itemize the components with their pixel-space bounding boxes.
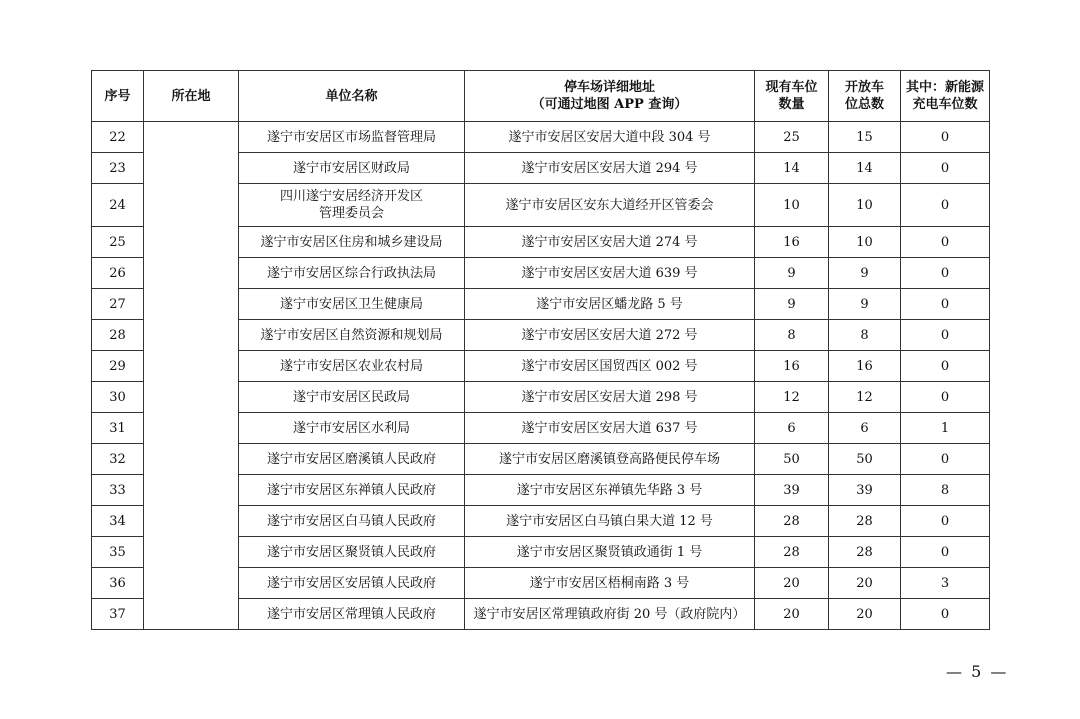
cell-address: 遂宁市安居区常理镇政府街 20 号（政府院内） xyxy=(465,599,755,630)
cell-unit-name-line1: 遂宁市安居区农业农村局 xyxy=(279,358,423,374)
cell-index: 23 xyxy=(92,153,144,184)
cell-open: 14 xyxy=(829,153,901,184)
header-index: 序号 xyxy=(92,71,144,122)
cell-unit-name xyxy=(239,122,465,153)
cell-ev: 0 xyxy=(901,320,990,351)
cell-open: 50 xyxy=(829,444,901,475)
cell-ev: 3 xyxy=(901,568,990,599)
cell-unit-name-line1: 遂宁市安居区安居镇人民政府 xyxy=(266,575,436,591)
cell-index: 31 xyxy=(92,413,144,444)
cell-unit-name xyxy=(239,537,465,568)
cell-unit-name xyxy=(239,599,465,630)
cell-open: 9 xyxy=(829,289,901,320)
cell-spaces: 28 xyxy=(755,506,829,537)
header-spaces xyxy=(755,71,829,122)
header-address-line1: 停车场详细地址 xyxy=(563,80,655,95)
cell-unit-name-line1: 遂宁市安居区住房和城乡建设局 xyxy=(260,234,443,250)
header-open xyxy=(829,71,901,122)
cell-unit-name xyxy=(239,351,465,382)
cell-spaces: 16 xyxy=(755,351,829,382)
cell-address: 遂宁市安居区白马镇白果大道 12 号 xyxy=(465,506,755,537)
table-row xyxy=(92,122,990,153)
cell-spaces: 14 xyxy=(755,153,829,184)
cell-ev: 0 xyxy=(901,506,990,537)
cell-index: 33 xyxy=(92,475,144,506)
cell-index: 34 xyxy=(92,506,144,537)
cell-unit-name xyxy=(239,289,465,320)
cell-ev: 0 xyxy=(901,289,990,320)
cell-address: 遂宁市安居区安居大道 639 号 xyxy=(465,258,755,289)
table-header-row xyxy=(92,71,990,122)
cell-unit-name-line1: 遂宁市安居区磨溪镇人民政府 xyxy=(266,451,436,467)
cell-ev: 0 xyxy=(901,258,990,289)
header-ev-line1: 其中：新能源 xyxy=(905,80,984,95)
cell-address: 遂宁市安居区磨溪镇登高路便民停车场 xyxy=(465,444,755,475)
cell-address: 遂宁市安居区梧桐南路 3 号 xyxy=(465,568,755,599)
table-body xyxy=(92,122,990,630)
cell-unit-name xyxy=(239,506,465,537)
cell-index: 37 xyxy=(92,599,144,630)
cell-unit-name xyxy=(239,382,465,413)
cell-unit-name xyxy=(239,184,465,227)
cell-index: 28 xyxy=(92,320,144,351)
cell-unit-name xyxy=(239,258,465,289)
cell-spaces: 20 xyxy=(755,599,829,630)
cell-address: 遂宁市安居区安居大道 298 号 xyxy=(465,382,755,413)
cell-unit-name xyxy=(239,475,465,506)
cell-open: 20 xyxy=(829,599,901,630)
cell-spaces: 25 xyxy=(755,122,829,153)
cell-spaces: 20 xyxy=(755,568,829,599)
cell-address: 遂宁市安居区安居大道 637 号 xyxy=(465,413,755,444)
cell-index: 29 xyxy=(92,351,144,382)
cell-open: 9 xyxy=(829,258,901,289)
cell-address: 遂宁市安居区蟠龙路 5 号 xyxy=(465,289,755,320)
cell-index: 24 xyxy=(92,184,144,227)
page-number: — 5 — xyxy=(946,662,1009,681)
cell-unit-name-line1: 遂宁市安居区白马镇人民政府 xyxy=(266,513,436,529)
cell-ev: 0 xyxy=(901,227,990,258)
cell-open: 15 xyxy=(829,122,901,153)
cell-open: 20 xyxy=(829,568,901,599)
cell-spaces: 16 xyxy=(755,227,829,258)
cell-spaces: 12 xyxy=(755,382,829,413)
header-location: 所在地 xyxy=(144,71,239,122)
cell-unit-name-line1: 遂宁市安居区常理镇人民政府 xyxy=(266,606,436,622)
cell-ev: 0 xyxy=(901,153,990,184)
cell-spaces: 10 xyxy=(755,184,829,227)
cell-unit-name-line1: 遂宁市安居区东禅镇人民政府 xyxy=(266,482,436,498)
cell-unit-name-line1: 四川遂宁安居经济开发区 xyxy=(279,189,423,204)
cell-ev: 0 xyxy=(901,537,990,568)
cell-spaces: 9 xyxy=(755,289,829,320)
cell-address: 遂宁市安居区安居大道 272 号 xyxy=(465,320,755,351)
cell-open: 6 xyxy=(829,413,901,444)
cell-open: 16 xyxy=(829,351,901,382)
cell-spaces: 28 xyxy=(755,537,829,568)
cell-spaces: 50 xyxy=(755,444,829,475)
cell-unit-name xyxy=(239,444,465,475)
cell-ev: 0 xyxy=(901,599,990,630)
cell-unit-name-line1: 遂宁市安居区自然资源和规划局 xyxy=(260,327,443,343)
cell-index: 27 xyxy=(92,289,144,320)
cell-unit-name-line1: 遂宁市安居区聚贤镇人民政府 xyxy=(266,544,436,560)
cell-unit-name-line1: 遂宁市安居区财政局 xyxy=(292,160,410,176)
cell-ev: 1 xyxy=(901,413,990,444)
cell-address: 遂宁市安居区东禅镇先华路 3 号 xyxy=(465,475,755,506)
header-spaces-line1: 现有车位 xyxy=(765,80,818,95)
cell-open: 28 xyxy=(829,506,901,537)
cell-spaces: 6 xyxy=(755,413,829,444)
header-spaces-line2: 数量 xyxy=(778,97,805,112)
cell-index: 35 xyxy=(92,537,144,568)
cell-unit-name-line2: 管理委员会 xyxy=(318,206,384,221)
cell-index: 30 xyxy=(92,382,144,413)
cell-unit-name xyxy=(239,568,465,599)
cell-ev: 0 xyxy=(901,184,990,227)
cell-open: 10 xyxy=(829,227,901,258)
cell-ev: 0 xyxy=(901,122,990,153)
cell-open: 8 xyxy=(829,320,901,351)
cell-open: 28 xyxy=(829,537,901,568)
cell-ev: 0 xyxy=(901,382,990,413)
cell-address: 遂宁市安居区安居大道 294 号 xyxy=(465,153,755,184)
cell-unit-name-line1: 遂宁市安居区市场监督管理局 xyxy=(266,129,436,145)
cell-ev: 0 xyxy=(901,351,990,382)
header-open-line1: 开放车 xyxy=(844,80,884,95)
cell-index: 36 xyxy=(92,568,144,599)
cell-address: 遂宁市安居区安居大道中段 304 号 xyxy=(465,122,755,153)
cell-unit-name-line1: 遂宁市安居区民政局 xyxy=(292,389,410,405)
cell-index: 22 xyxy=(92,122,144,153)
header-address-line2: （可通过地图 APP 查询） xyxy=(531,97,688,112)
cell-ev: 8 xyxy=(901,475,990,506)
header-open-line2: 位总数 xyxy=(844,97,884,112)
cell-unit-name-line1: 遂宁市安居区综合行政执法局 xyxy=(266,265,436,281)
cell-address: 遂宁市安居区安东大道经开区管委会 xyxy=(465,184,755,227)
cell-unit-name xyxy=(239,153,465,184)
cell-unit-name xyxy=(239,227,465,258)
header-ev xyxy=(901,71,990,122)
cell-index: 32 xyxy=(92,444,144,475)
header-ev-line2: 充电车位数 xyxy=(912,97,978,112)
cell-unit-name xyxy=(239,320,465,351)
cell-spaces: 9 xyxy=(755,258,829,289)
cell-spaces: 8 xyxy=(755,320,829,351)
cell-address: 遂宁市安居区聚贤镇政通街 1 号 xyxy=(465,537,755,568)
cell-open: 39 xyxy=(829,475,901,506)
cell-index: 26 xyxy=(92,258,144,289)
cell-ev: 0 xyxy=(901,444,990,475)
header-unit-name: 单位名称 xyxy=(239,71,465,122)
cell-address: 遂宁市安居区安居大道 274 号 xyxy=(465,227,755,258)
cell-open: 10 xyxy=(829,184,901,227)
cell-location xyxy=(144,122,239,630)
cell-index: 25 xyxy=(92,227,144,258)
cell-unit-name xyxy=(239,413,465,444)
cell-unit-name-line1: 遂宁市安居区卫生健康局 xyxy=(279,296,423,312)
cell-address: 遂宁市安居区国贸西区 002 号 xyxy=(465,351,755,382)
cell-open: 12 xyxy=(829,382,901,413)
cell-spaces: 39 xyxy=(755,475,829,506)
header-address xyxy=(465,71,755,122)
parking-table xyxy=(91,70,990,630)
cell-unit-name-line1: 遂宁市安居区水利局 xyxy=(292,420,410,436)
